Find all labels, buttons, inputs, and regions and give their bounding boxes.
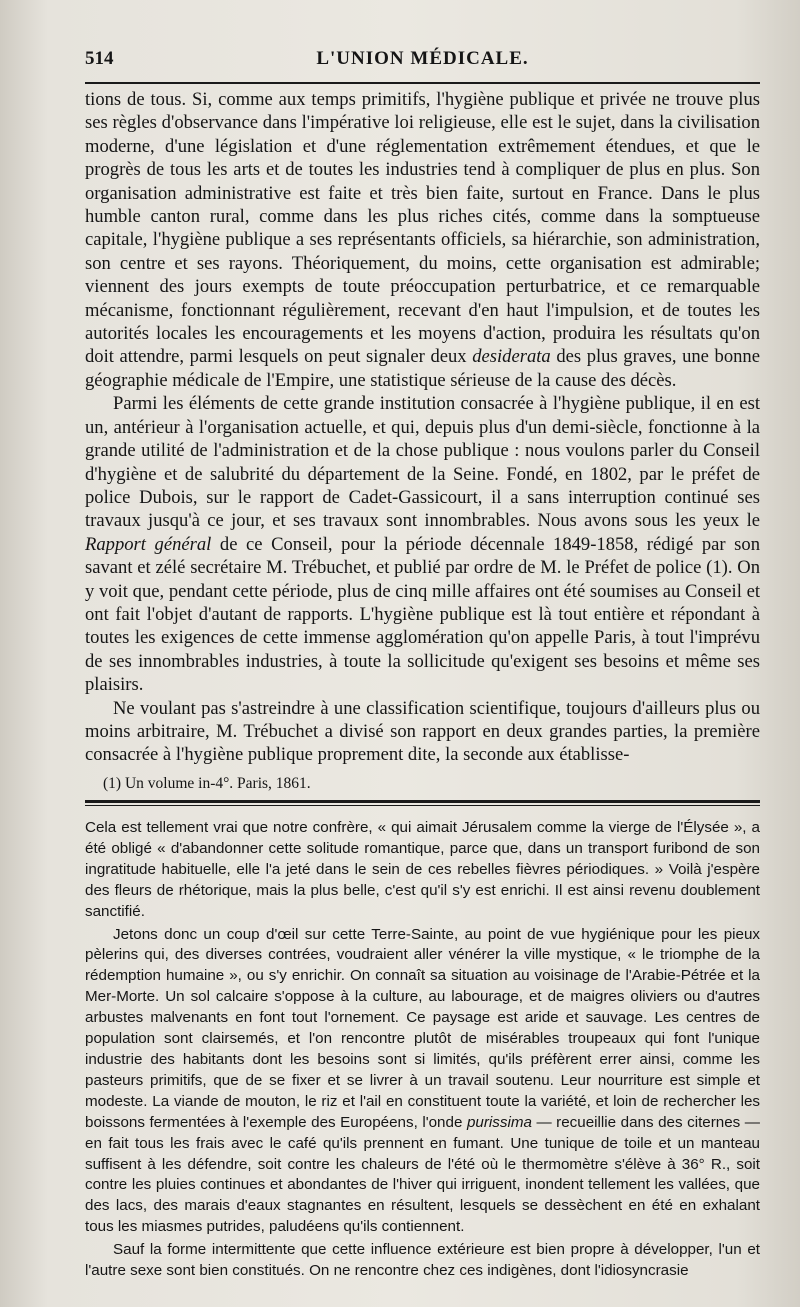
- italic-term: purissima: [466, 1113, 532, 1131]
- feuilleton-divider: [85, 800, 760, 806]
- paragraph-text: de ce Conseil, pour la période décennale 1849-1858, rédigé par son savant et zélé secrétaire M. Trébuchet, et publié par ordre de M. le Préfet de police (1). On y voit que, pendant cette période, plus de cinq mille affaires ont été soumises au Conseil et ont fait l'objet d'autant de rapports. L'hygiène publique est là tout entière et répondant à toutes les exigences de cette immense agglomération qu'on appelle Paris, à tout l'imprévu de ses innombrables industries, à toute la sollicitude qu'exigent ses besoins et même ses plaisirs.: [85, 533, 760, 696]
- italic-title: Rapport général: [85, 533, 212, 555]
- italic-term: desiderata: [472, 346, 551, 368]
- article-paragraph-3: Ne voulant pas s'astreindre à une classification scientifique, toujours d'ailleurs plus ou moins arbitraire, M. Trébuchet a divisé son rapport en deux grandes parties, la première consacrée à l'hygiène publique proprement dite, la seconde aux établisse-: [85, 697, 760, 766]
- header-rule: [85, 82, 760, 84]
- footnote: (1) Un volume in-4°. Paris, 1861.: [103, 775, 311, 792]
- running-head: L'UNION MÉDICALE.: [316, 48, 529, 69]
- paragraph-text: Jetons donc un coup d'œil sur cette Terre-Sainte, au point de vue hygiénique pour les pieux pèlerins qui, des diverses contrées, voudraient aller vénérer la ville mystique, « le triomphe de la rédemption humaine », ou s'y enrichir. On connaît sa situation au voisinage de l'Arabie-Pétrée et la Mer-Morte. Un sol calcaire s'oppose à la culture, au labourage, et de maigres oliviers ou d'autres arbustes malvenants en font tout l'ornement. Ce paysage est aride et sauvage. Les centres de population sont clairsemés, et l'on rencontre plutôt de misérables troupeaux qui font l'unique industrie des habitants dont les besoins sont si limités, qu'ils préfèrent errer ainsi, comme les pasteurs primitifs, que de se fixer et se livrer à un travail soutenu. Leur nourriture est simple et modeste. La viande de mouton, le riz et l'ail en constituent toute la variété, et loin de rechercher les boissons fermentées à l'exemple des Européens, l'onde: [85, 925, 760, 1131]
- feuilleton: [85, 818, 760, 1282]
- page-number: 514: [85, 48, 114, 69]
- divider-thick-rule: [85, 800, 760, 803]
- main-article: [85, 88, 760, 767]
- article-paragraph-1: [85, 88, 760, 392]
- paragraph-text: tions de tous. Si, comme aux temps primitifs, l'hygiène publique et privée ne trouve plus ses règles d'observance dans l'impérative loi religieuse, elle est le sujet, dans la civilisation moderne, d'une législation et d'une réglementation extrêmement étendues, et que le progrès de tous les arts et de toutes les industries tend à compliquer de plus en plus. Son organisation administrative est faite et très bien faite, surtout en France. Dans le plus humble canton rural, comme dans les plus riches cités, comme dans la somptueuse capitale, l'hygiène publique a ses représentants officiels, sa hiérarchie, son administration, son centre et ses rayons. Théoriquement, du moins, cette organisation est admirable; viennent des jours exempts de toute préoccupation perturbatrice, et ce remarquable mécanisme, fonctionnant régulièrement, recevant d'en haut l'impulsion, et de toutes les autorités locales les encouragements et les moyens d'action, produira les résultats qu'on doit attendre, parmi lesquels on peut signaler deux: [85, 89, 760, 368]
- feuilleton-paragraph-2: [85, 925, 760, 1239]
- page-header: [85, 40, 760, 80]
- feuilleton-paragraph-1: Cela est tellement vrai que notre confrère, « qui aimait Jérusalem comme la vierge de l'Élysée », a été obligé « d'abandonner cette solitude romantique, parce que, dans un transport furibond de son ingratitude habituelle, elle l'a jeté dans le sein de ces rebelles fièvres périodiques. » Voilà j'espère des fleurs de rhétorique, mais la plus belle, c'est qu'il s'y est enrichi. Il est ainsi revenu doublement sanctifié.: [85, 819, 760, 920]
- article-paragraph-2: [85, 392, 760, 696]
- paragraph-text: des plus graves, une bonne géographie médicale de l'Empire, une statistique sérieuse de la cause des décès.: [85, 346, 760, 391]
- paragraph-text: Parmi les éléments de cette grande institution consacrée à l'hygiène publique, il en est un, antérieur à l'organisation actuelle, et qui, depuis plus d'un demi-siècle, fonctionne à la grande utilité de l'administration et de la chose publique : nous voulons parler du Conseil d'hygiène et de salubrité du département de la Seine. Fondé, en 1802, par le préfet de police Dubois, sur le rapport de Cadet-Gassicourt, il a sans interruption continué ses travaux jusqu'à ce jour, et ses travaux sont innombrables. Nous avons sous les yeux le: [85, 393, 760, 532]
- feuilleton-paragraph-3: Sauf la forme intermittente que cette influence extérieure est bien propre à développer, l'un et l'autre sexe sont bien constitués. On ne rencontre chez ces indigènes, dont l'idiosyncrasie: [85, 1241, 760, 1280]
- paragraph-text: — recueillie dans des citernes — en fait tous les frais avec le café qu'ils prennent en fumant. Une tunique de toile et un manteau suffisent à les défendre, soit contre les chaleurs de l'été où le thermomètre s'élève à 36° R., soit contre les pluies continues et abondantes de l'hiver qui irriguent, inondent tellement les vallées, que des lacs, des marais d'eaux stagnantes en résultent, lesquels se dessèchent en été en exhalant tous les miasmes putrides, paludéens qu'ils contiennent.: [85, 1113, 760, 1236]
- divider-thin-rule: [85, 805, 760, 806]
